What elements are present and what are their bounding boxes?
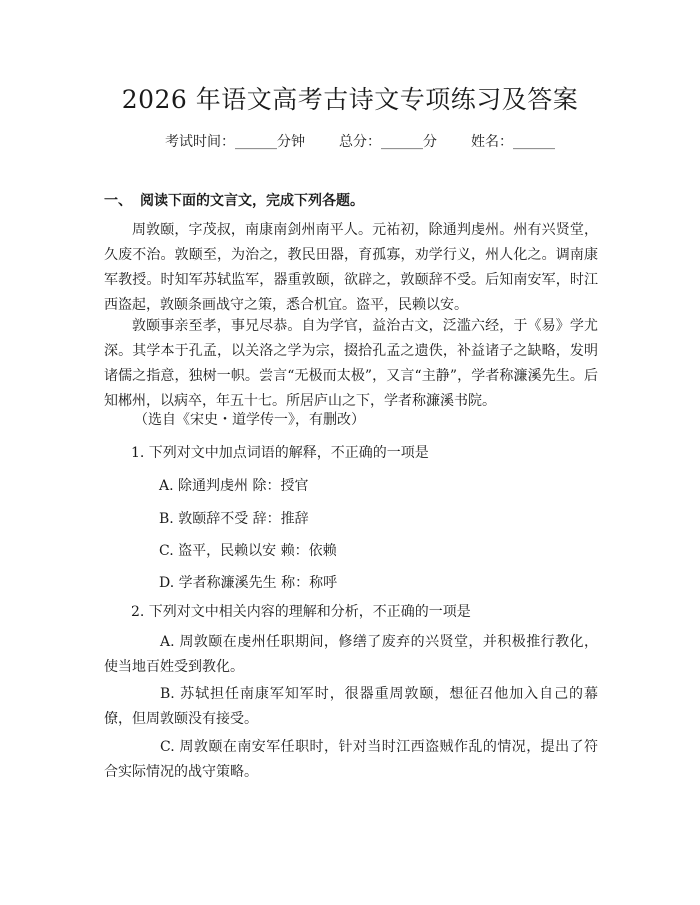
student-name-field: 姓名：______ — [471, 134, 555, 150]
passage-paragraph: 敦颐事亲至孝，事兄尽恭。自为学官，益治古文，泛滥六经，于《易》学尤深。其学本于孔孟，以关洛之学为宗，掇拾孔孟之遗佚，补益诸子之缺略，发明诸儒之指意，独树一帜。尝言“无极而太极”，又言“主静”，学者称濂溪先生。后知郴州，以病卒，年五十七。所居庐山之下，学者称濂溪书院。 — [104, 318, 598, 409]
question-stem: 1. 下列对文中加点词语的解释，不正确的一项是 — [131, 445, 429, 461]
answer-option: A. 周敦颐在虔州任职期间，修缮了废弃的兴贤堂，并积极推行教化，使当地百姓受到教化。 — [104, 634, 598, 675]
section-number: 一、 — [104, 193, 132, 209]
passage-paragraph: 周敦颐，字茂叔，南康南剑州南平人。元祐初，除通判虔州。州有兴贤堂，久废不治。敦颐至，为治之，教民田器，育孤寡，劝学行义，州人化之。调南康军教授。时知军苏轼监军，器重敦颐，欲辟之，敦颐辞不受。后知南安军，时江西盗起，敦颐条画战守之策，悉合机宜。盗平，民赖以安。 — [104, 222, 598, 313]
answer-option: D. 学者称濂溪先生 称：称呼 — [159, 575, 338, 591]
exam-meta — [165, 131, 555, 151]
answer-option: C. 盗平，民赖以安 赖：依赖 — [159, 543, 337, 559]
section-heading — [104, 190, 364, 210]
answer-option: B. 敦颐辞不受 辞：推辞 — [159, 511, 309, 527]
exam-time-field: 考试时间：______分钟 — [165, 134, 305, 150]
total-score-field: 总分：______分 — [339, 134, 437, 150]
answer-option: C. 周敦颐在南安军任职时，针对当时江西盗贼作乱的情况，提出了符合实际情况的战守策略。 — [104, 739, 598, 780]
question-stem: 2. 下列对文中相关内容的理解和分析，不正确的一项是 — [131, 604, 471, 620]
passage-source: （选自《宋史・道学传一》，有删改） — [134, 412, 365, 428]
page-title: 2026 年语文高考古诗文专项练习及答案 — [121, 85, 579, 114]
answer-option: A. 除通判虔州 除：授官 — [159, 478, 309, 494]
answer-option: B. 苏轼担任南康军知军时，很器重周敦颐，想征召他加入自己的幕僚，但周敦颐没有接受。 — [104, 686, 598, 727]
section-instruction: 阅读下面的文言文，完成下列各题。 — [140, 193, 364, 209]
